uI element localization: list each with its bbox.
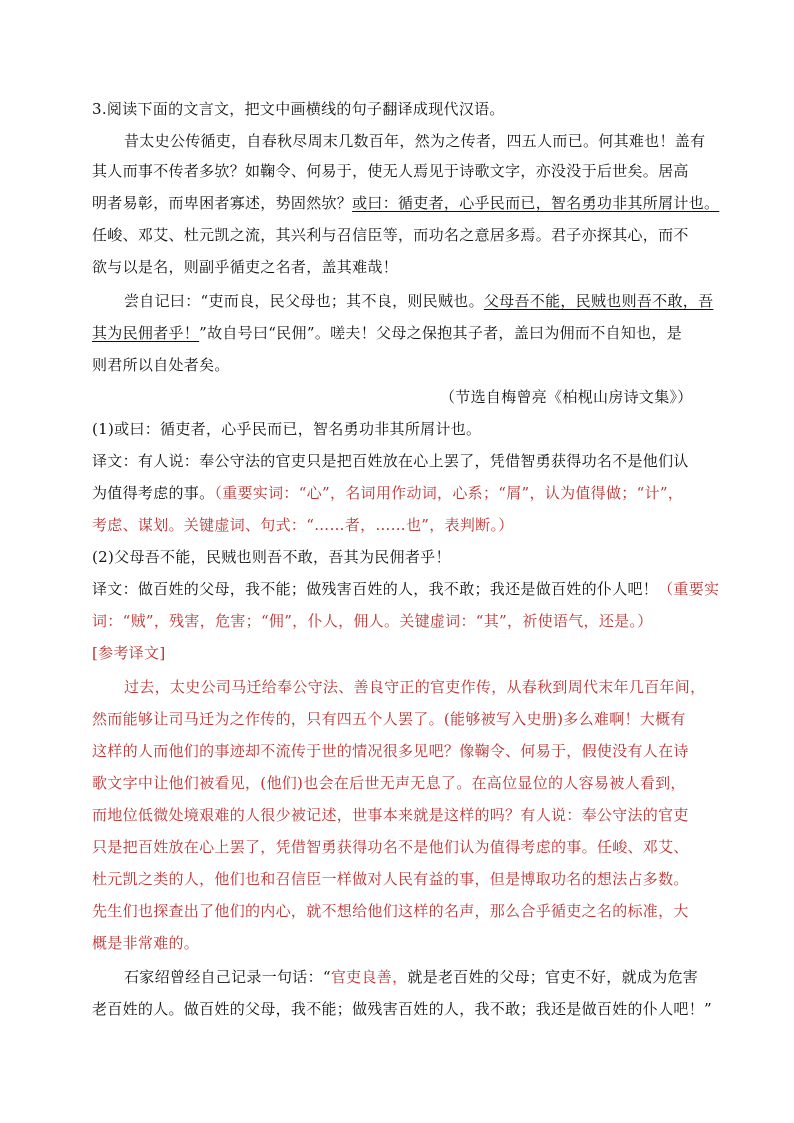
passage-text: ”故自号曰“民佣”。嗟夫！父母之保抱其子者，盖曰为佣而不自知也，是: [199, 324, 683, 342]
reference-line: 老百姓的人。做百姓的父母，我不能；做残害百姓的人，我不敢；我还是做百姓的仆人吧！”: [92, 1000, 712, 1018]
reference-line: 杜元凯之类的人，他们也和召信臣一样做对人民有益的事，但是博取功名的想法占多数。: [92, 870, 689, 888]
question-heading: 3.阅读下面的文言文，把文中画横线的句子翻译成现代汉语。: [92, 100, 505, 118]
passage-line: [92, 192, 719, 214]
translation-note: （重要实词：“心”，名词用作动词，心系；“屑”，认为值得做；“计”，: [214, 484, 684, 502]
translation-label: 译文：: [92, 452, 138, 470]
translation-text: 做百姓的父母，我不能；做残害百姓的人，我不敢；我还是做百姓的仆人吧！: [137, 580, 659, 598]
reference-last-paragraph: [124, 966, 698, 988]
translation-note: （重要实: [658, 580, 720, 598]
passage-line: 其人而事不传者多欤？如鞠令、何易于，使无人焉见于诗歌文字，亦没没于后世矣。居高: [92, 162, 689, 180]
passage-line: [124, 290, 713, 312]
passage-line: [92, 322, 682, 344]
answer2-translation: [92, 578, 719, 600]
reference-line: 而地位低微处境艰难的人很少被记述，世事本来就是这样的吗？有人说：奉公守法的官吏: [92, 806, 689, 824]
reference-line: 这样的人而他们的事迹却不流传于世的情况很多见吧？像鞠令、何易于，假使没有人在诗: [92, 742, 689, 760]
answer1-translation-cont: [92, 482, 683, 504]
translation-note: 词：“贼”，残害，危害；“佣”，仆人，佣人。关键虚词：“其”，祈使语气，还是。）: [92, 612, 653, 630]
passage-line: 任峻、邓艾、杜元凯之流，其兴利与召信臣等，而功名之意居多焉。君子亦探其心，而不: [92, 226, 689, 244]
underlined-sentence-2: 父母吾不能，民贼也则吾不敢，吾: [483, 292, 714, 310]
reference-line: 先生们也探查出了他们的内心，就不想给他们这样的名声，那么合乎循吏之名的标准，大: [92, 902, 689, 920]
reference-text-red: 官吏良善，: [330, 968, 408, 986]
underlined-sentence-1: 或曰：循吏者，心乎民而已，智名勇功非其所屑计也。: [352, 194, 720, 212]
translation-text: 有人说：奉公守法的官吏只是把百姓放在心上罢了，凭借智勇获得功名不是他们认: [137, 452, 689, 470]
translation-text: 为值得考虑的事。: [92, 484, 215, 502]
underlined-sentence-2-cont: 其为民佣者乎！: [92, 324, 200, 342]
answer1-question: (1)或曰：循吏者，心乎民而已，智名勇功非其所屑计也。: [92, 420, 482, 438]
answer1-translation: [92, 450, 689, 472]
translation-note: 考虑、谋划。关键虚词、句式：“……者，……也”，表判断。）: [92, 516, 514, 534]
reference-line: 概是非常难的。: [92, 934, 200, 952]
reference-line: 过去，太史公司马迁给奉公守法、善良守正的官吏作传，从春秋到周代末年几百年间，: [124, 678, 706, 696]
passage-line: 欲与以是名，则副乎循吏之名者，盖其难哉！: [92, 258, 399, 276]
passage-line: 则君所以自处者矣。: [92, 356, 230, 374]
reference-line: 然而能够让司马迁为之作传的，只有四五个人罢了。(能够被写入史册)多么难啊！大概有: [92, 710, 686, 728]
passage-text: 明者易彰，而卑困者寡述，势固然欤？: [92, 194, 353, 212]
reference-line: 只是把百姓放在心上罢了，凭借智勇获得功名不是他们认为值得考虑的事。任峻、邓艾、: [92, 838, 689, 856]
reference-line: 歌文字中让他们被看见，(他们)也会在后世无声无息了。在高位显位的人容易被人看到，: [92, 774, 686, 792]
reference-text: 就是老百姓的父母；官吏不好，就成为危害: [407, 968, 699, 986]
reference-heading: [参考译文]: [92, 644, 166, 662]
passage-source: （节选自梅曾亮《柏枧山房诗文集》）: [440, 388, 693, 406]
passage-line: 昔太史公传循吏，自春秋尽周末几数百年，然为之传者，四五人而已。何其难也！盖有: [124, 132, 706, 150]
reference-text: 石家绍曾经自己记录一句话：“: [124, 968, 331, 986]
translation-label: 译文：: [92, 580, 138, 598]
answer2-question: (2)父母吾不能，民贼也则吾不敢，吾其为民佣者乎！: [92, 548, 451, 566]
passage-text: 尝自记曰：“吏而良，民父母也；其不良，则民贼也。: [124, 292, 484, 310]
